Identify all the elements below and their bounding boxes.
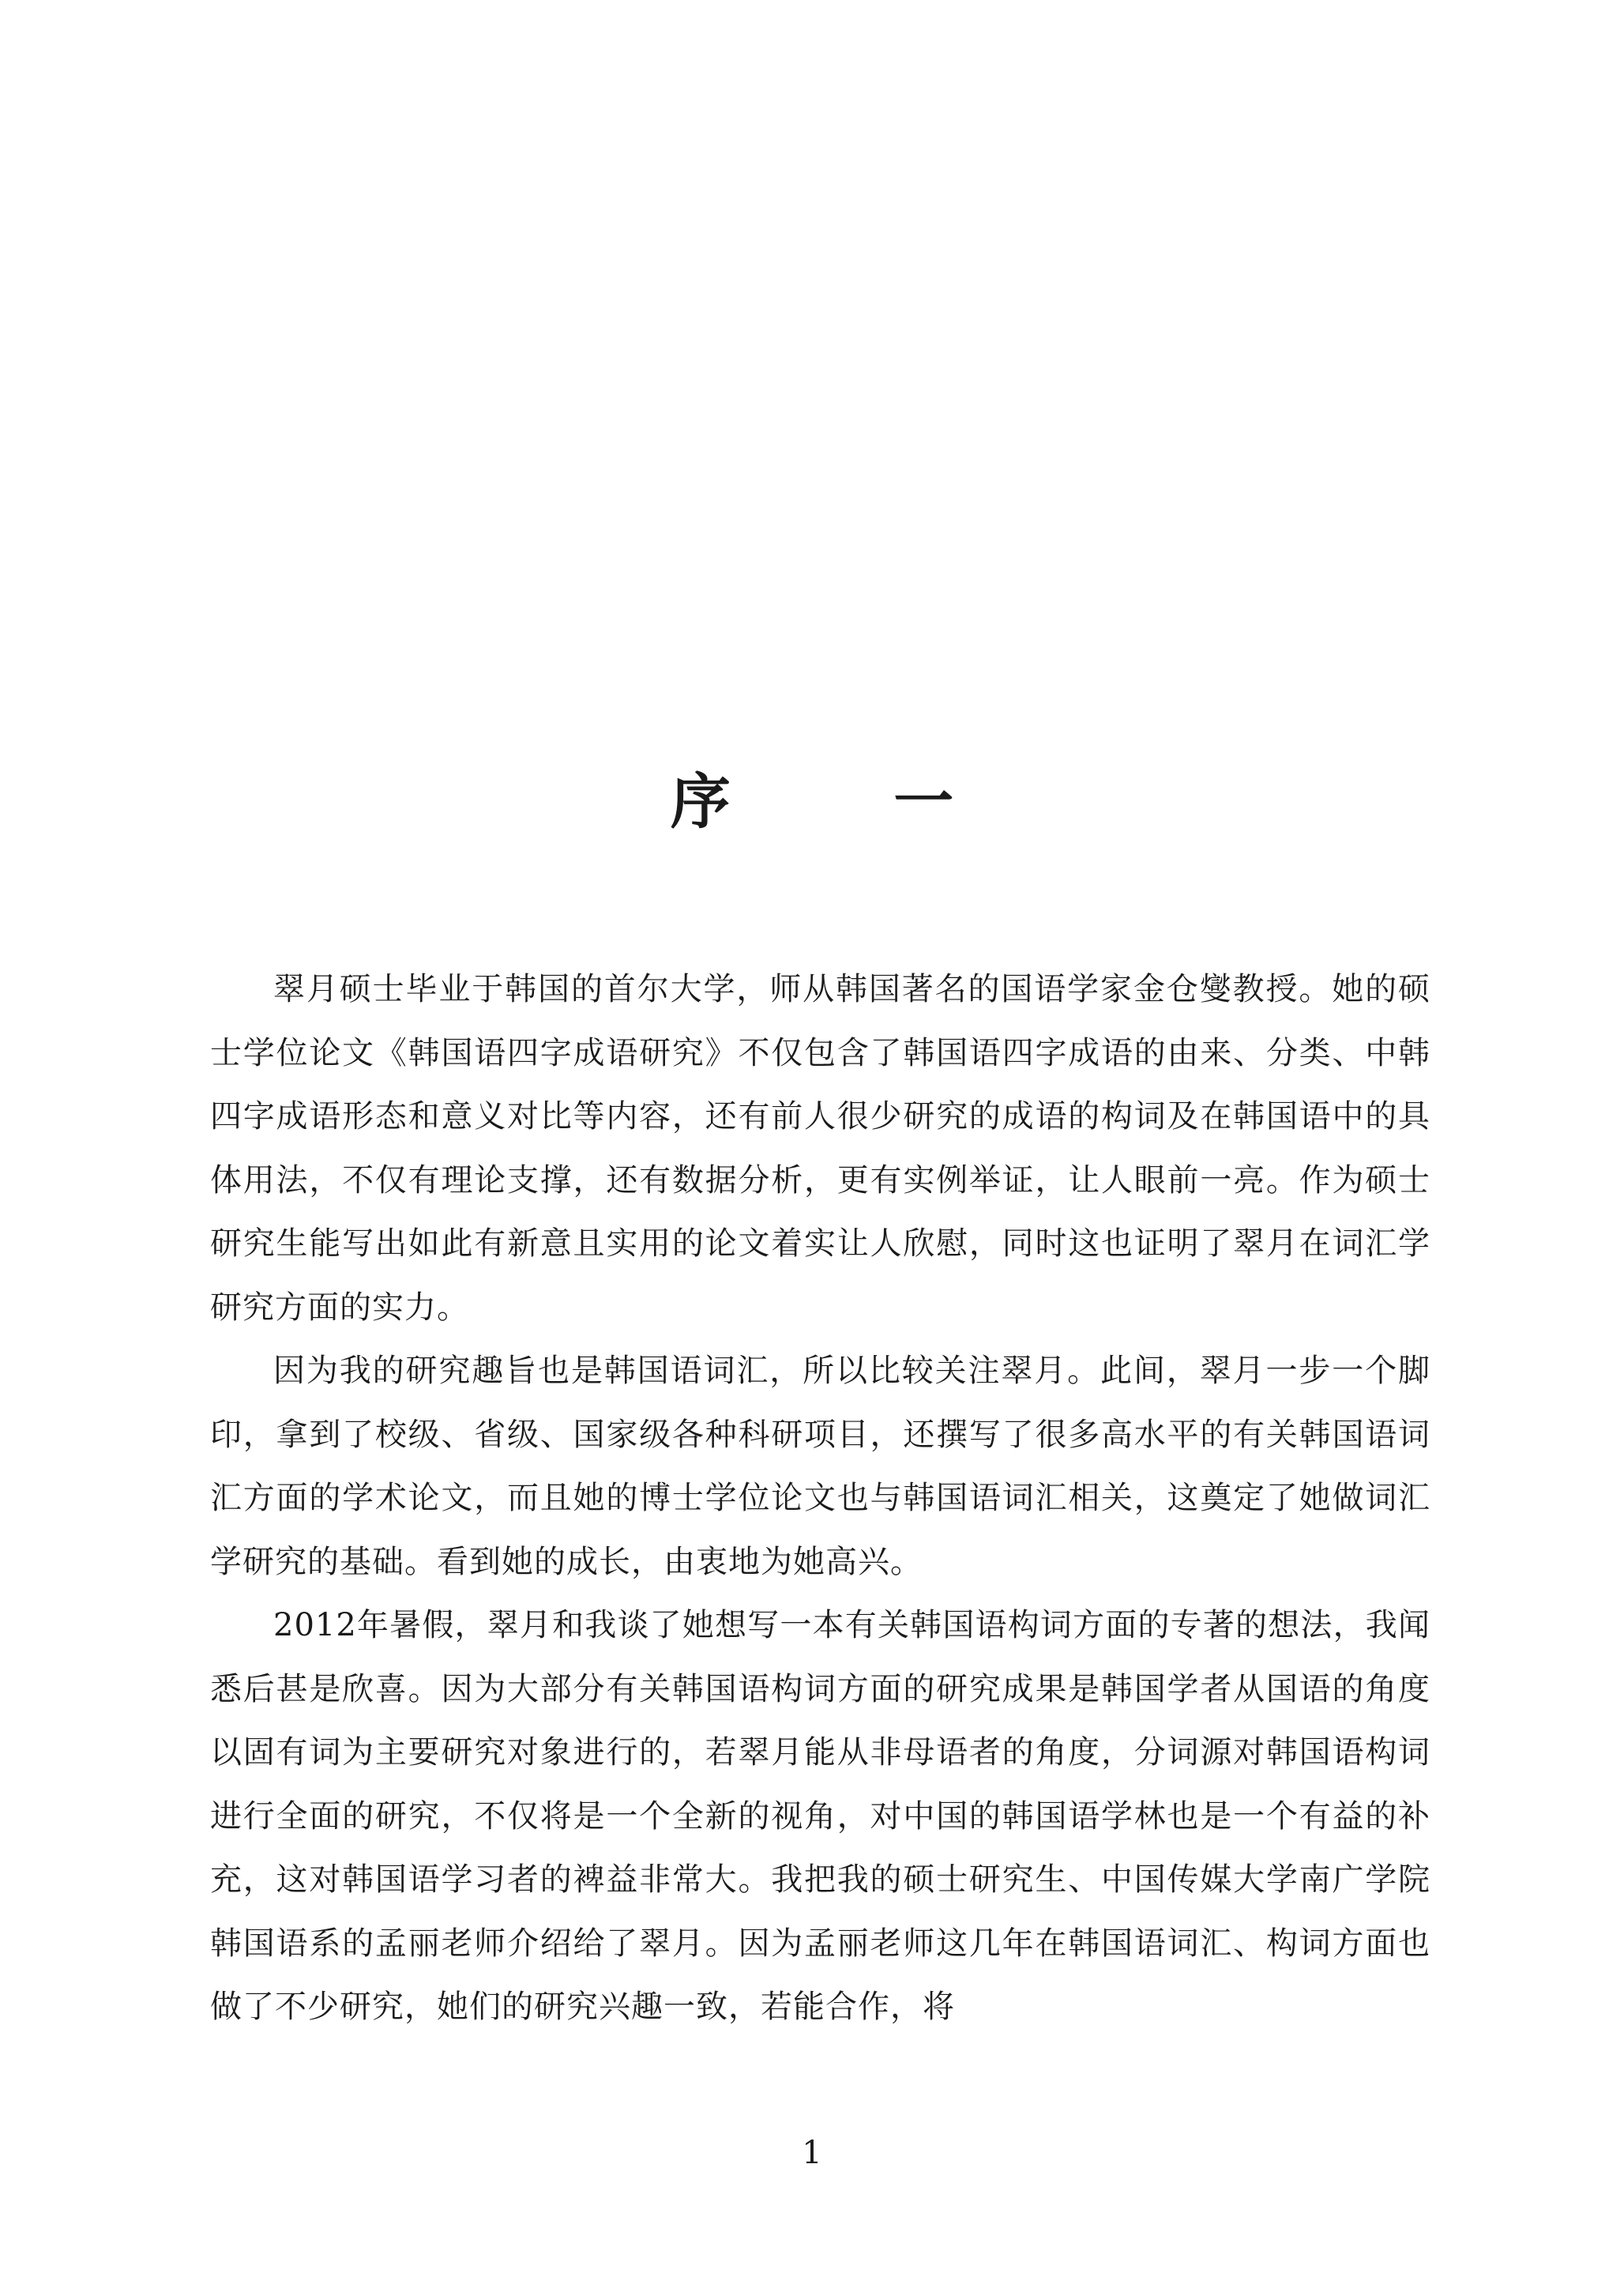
paragraph-2: 因为我的研究趣旨也是韩国语词汇，所以比较关注翠月。此间，翠月一步一个脚印，拿到了校级、省级、国家级各种科研项目，还撰写了很多高水平的有关韩国语词汇方面的学术论文，而且她的博士学位论文也与韩国语词汇相关，这奠定了她做词汇学研究的基础。看到她的成长，由衷地为她高兴。 <box>210 1353 1430 1580</box>
paragraph-3: 2012年暑假，翠月和我谈了她想写一本有关韩国语构词方面的专著的想法，我闻悉后甚是欣喜。因为大部分有关韩国语构词方面的研究成果是韩国学者从国语的角度以固有词为主要研究对象进行的，若翠月能从非母语者的角度，分词源对韩国语构词进行全面的研究，不仅将是一个全新的视角，对中国的韩国语学林也是一个有益的补充，这对韩国语学习者的裨益非常大。我把我的硕士研究生、中国传媒大学南广学院韩国语系的孟丽老师介绍给了翠月。因为孟丽老师这几年在韩国语词汇、构词方面也做了不少研究，她们的研究兴趣一致，若能合作，将 <box>210 1607 1430 2025</box>
body-text <box>210 958 1430 2039</box>
section-title: 序 一 <box>670 766 1025 837</box>
page-number: 1 <box>802 2135 822 2171</box>
paragraph-1: 翠月硕士毕业于韩国的首尔大学，师从韩国著名的国语学家金仓燮教授。她的硕士学位论文《韩国语四字成语研究》不仅包含了韩国语四字成语的由来、分类、中韩四字成语形态和意义对比等内容，还有前人很少研究的成语的构词及在韩国语中的具体用法，不仅有理论支撑，还有数据分析，更有实例举证，让人眼前一亮。作为硕士研究生能写出如此有新意且实用的论文着实让人欣慰，同时这也证明了翠月在词汇学研究方面的实力。 <box>210 971 1430 1326</box>
